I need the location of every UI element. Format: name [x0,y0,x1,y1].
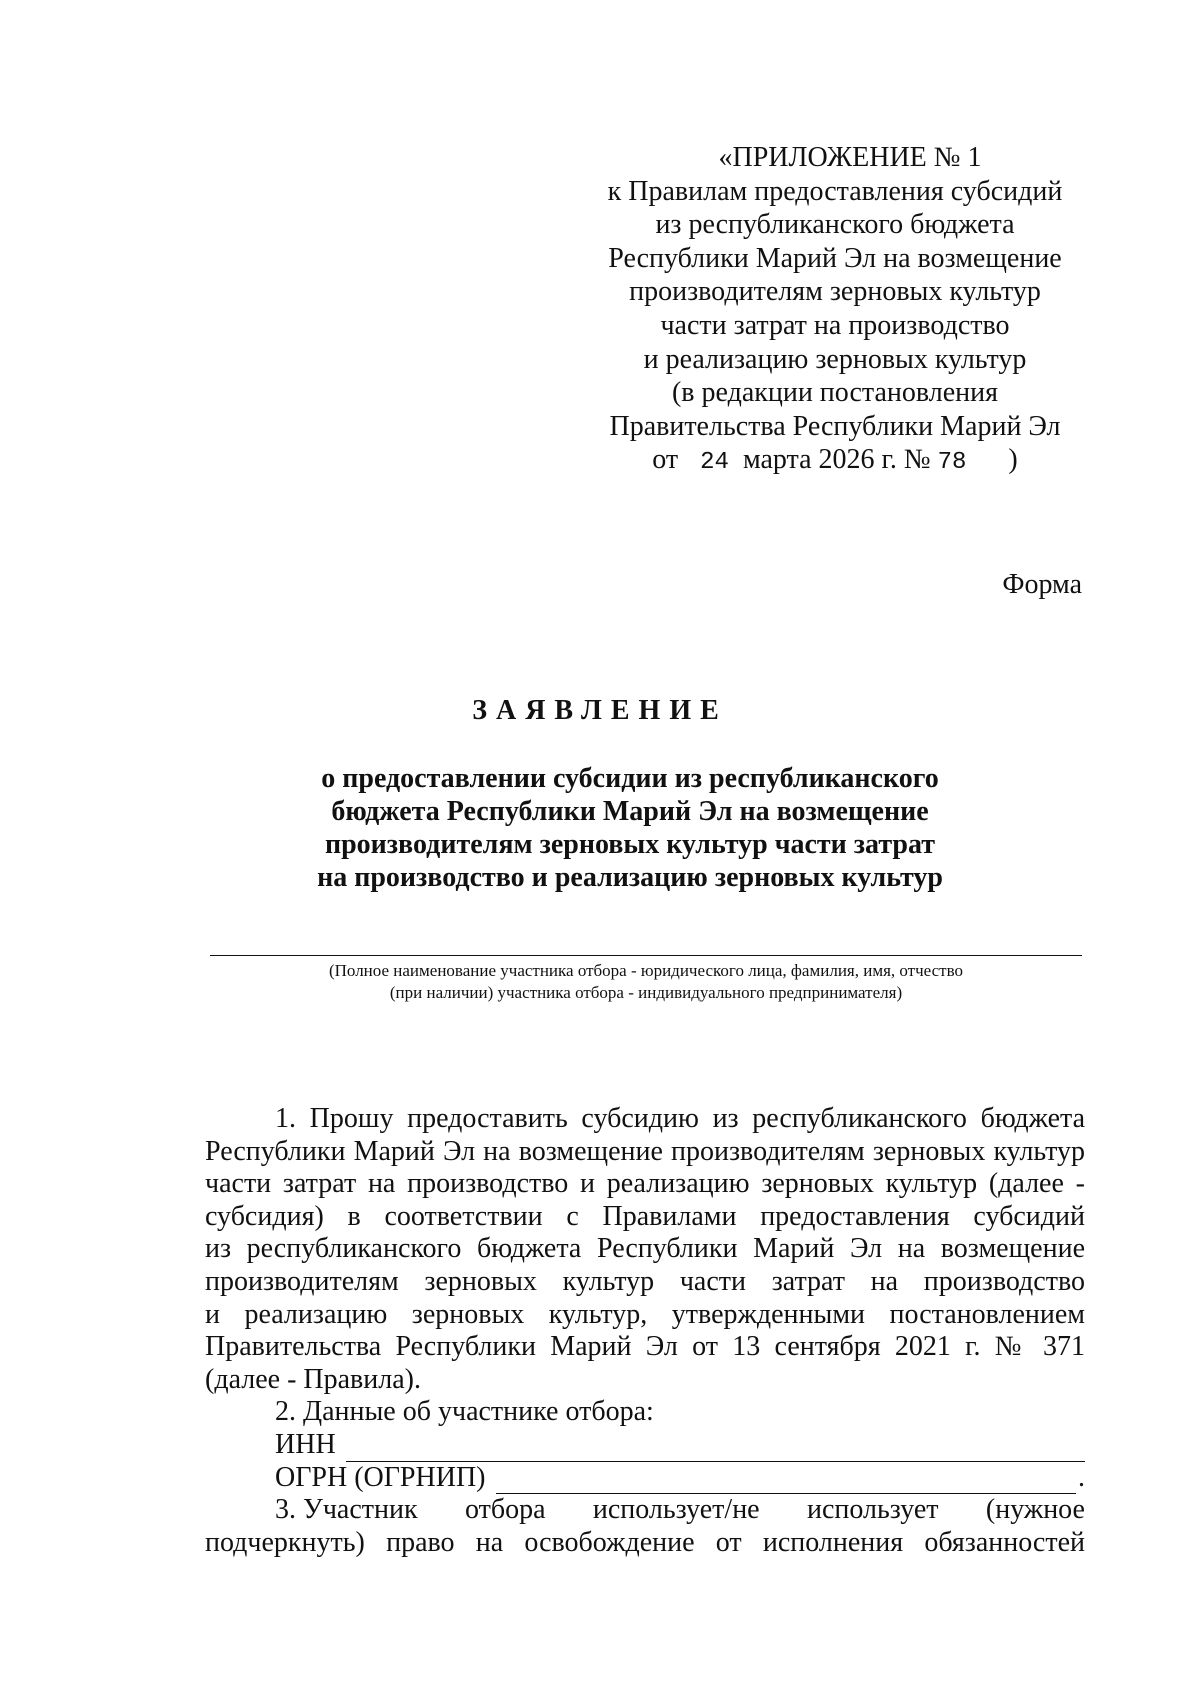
document-body [205,1103,1085,1559]
inn-field[interactable] [346,1437,1085,1462]
paragraph-2-heading: 2. Данные об участнике отбора: [275,1396,654,1428]
paragraph-3-word: 3. Участник [275,1494,418,1526]
paragraph-1-line: субсидия) в соответствии с Правилами предоставления субсидий [205,1200,1085,1232]
paragraph-1-line: Республики Марий Эл на возмещение производителям зерновых культур [205,1135,1085,1167]
caption-line: (Полное наименование участника отбора - юридического лица, фамилия, имя, отчество [328,961,964,980]
appendix-line: части затрат на производство [660,309,1010,341]
appendix-date-line [600,443,1070,480]
paragraph-1-line: 1. Прошу предоставить субсидию из республиканского бюджета [275,1103,1085,1134]
paragraph-3-word: использует [806,1494,939,1526]
appendix-line: к Правилам предоставления субсидий [607,175,1063,207]
appendix-header [600,141,1070,480]
ogrn-end: . [1078,1461,1085,1493]
paragraph-3-line: подчеркнуть) право на освобождение от исполнения обязанностей [205,1526,1085,1558]
paragraph-1-line: производителям зерновых культур части затрат на производство [205,1265,1085,1297]
date-close: ) [1008,444,1018,476]
paragraph-3-line [205,1494,1085,1527]
appendix-title: «ПРИЛОЖЕНИЕ № 1 [718,142,982,173]
appendix-line: Республики Марий Эл на возмещение [608,242,1062,274]
form-label: Форма [1002,569,1082,600]
subtitle-line: бюджета Республики Марий Эл на возмещение [331,796,929,827]
paragraph-1-line: и реализацию зерновых культур, утвержденными постановлением [205,1298,1085,1330]
subtitle-line: о предоставлении субсидии из республиканского [321,763,939,794]
document-subtitle [300,762,960,894]
appendix-line: производителям зерновых культур [629,276,1041,308]
document-title: ЗАЯВЛЕНИЕ [472,695,728,726]
paragraph-3-word: (нужное [985,1494,1085,1526]
caption-line: (при наличии) участника отбора - индивидуального предпринимателя) [389,983,903,1002]
inn-label: ИНН [275,1428,336,1460]
decree-number: 78 [937,449,967,477]
paragraph-3-word: использует/не [592,1494,760,1526]
paragraph-1-line: части затрат на производство и реализацию зерновых культур (далее - [205,1168,1085,1200]
subtitle-line: производителям зерновых культур части затрат [324,829,936,860]
date-prefix: от [652,444,679,476]
appendix-line: и реализацию зерновых культур [643,343,1027,375]
ogrn-row [205,1462,1085,1495]
applicant-name-field-line[interactable] [210,955,1082,956]
appendix-line: (в редакции постановления [671,377,999,409]
inn-row [205,1429,1085,1462]
date-rest: марта 2026 г. № [742,444,931,476]
appendix-line: Правительства Республики Марий Эл [609,410,1061,442]
paragraph-1-line: (далее - Правила). [205,1363,421,1395]
appendix-line: из республиканского бюджета [655,209,1015,241]
applicant-name-caption [210,960,1082,1004]
ogrn-field[interactable] [496,1469,1077,1494]
paragraph-1-line: Правительства Республики Марий Эл от 13 сентября 2021 г. № 371 [205,1331,1085,1363]
subtitle-line: на производство и реализацию зерновых культур [317,862,943,893]
paragraph-1-line: из республиканского бюджета Республики Марий Эл на возмещение [205,1233,1085,1265]
date-day: 24 [700,449,729,477]
ogrn-label: ОГРН (ОГРНИП) [275,1461,486,1493]
paragraph-3-word: отбора [464,1494,546,1526]
